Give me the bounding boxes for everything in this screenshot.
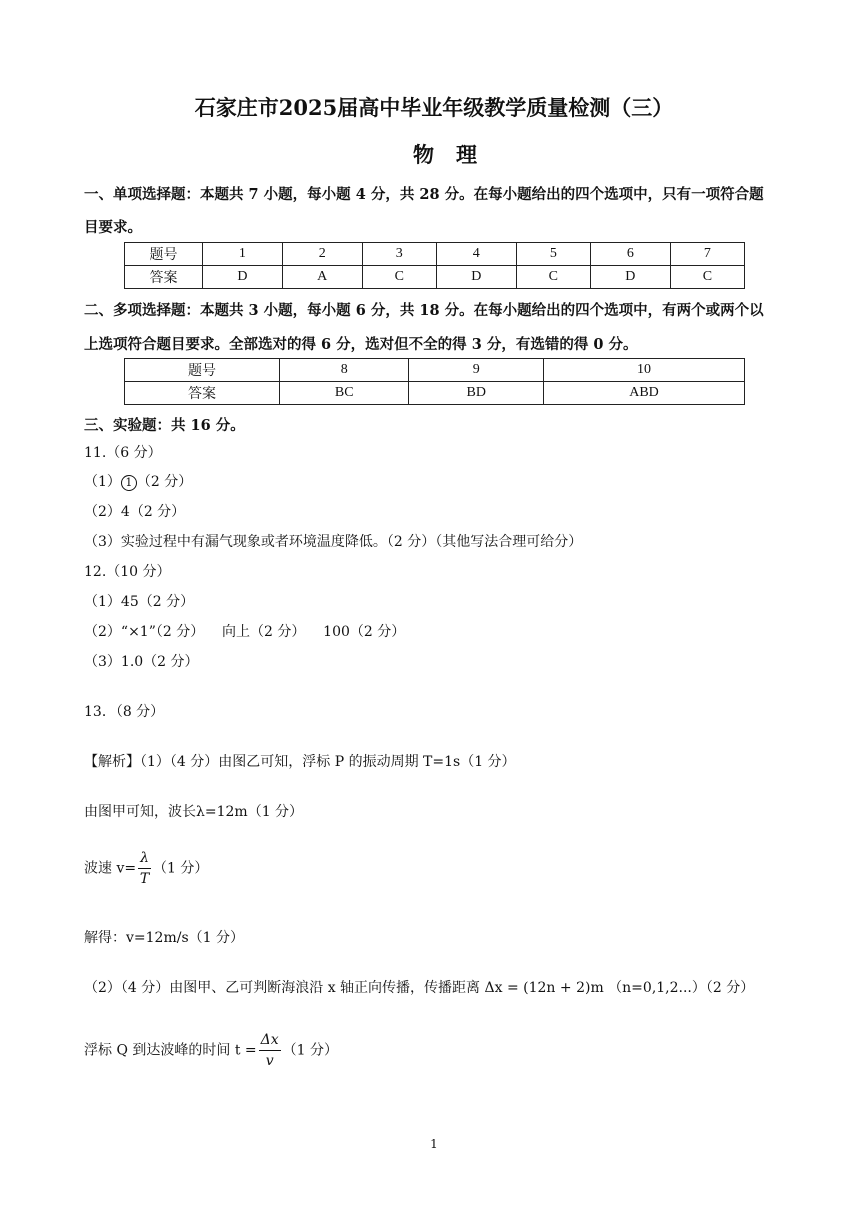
section2-heading-line1: 二、多项选择题：本题共 3 小题，每小题 6 分，共 18 分。在每小题给出的四个选项中，有两个或两个以 [84,302,764,319]
section1-heading-line1: 一、单项选择题：本题共 7 小题，每小题 4 分，共 28 分。在每小题给出的四个选项中，只有一项符合题 [84,186,764,203]
answer-cell: D [590,266,670,289]
q11-part3: （3）实验过程中有漏气现象或者环境温度降低。（2 分）（其他写法合理可给分） [84,534,583,550]
question-number-cell: 3 [362,243,436,266]
single-choice-answer-table [124,242,745,289]
row-label-question: 题号 [125,243,203,266]
row-label-question: 题号 [125,359,280,382]
table-row [125,382,745,405]
fraction: $\frac{\Delta x}{v}$ [260,1032,279,1069]
row-label-answer: 答案 [125,266,203,289]
q11-part2: （2）4（2 分） [84,504,186,520]
question-number-cell: 2 [282,243,362,266]
q12-title: 12.（10 分） [84,564,171,580]
page-title: 石家庄市2025届高中毕业年级教学质量检测（三） [194,95,674,120]
answer-cell: BD [409,382,544,405]
q11-part1: （1） 1 （2 分） [84,474,193,490]
q11-title: 11.（6 分） [84,445,162,461]
question-number-cell: 9 [409,359,544,382]
page-number: 1 [430,1137,438,1151]
question-number-cell: 6 [590,243,670,266]
table-row [125,266,745,289]
table-row [125,359,745,382]
circled-number: 1 [121,475,137,491]
question-number-cell: 8 [280,359,409,382]
q13-line5: （2）（4 分）由图甲、乙可判断海浪沿 x 轴正向传播，传播距离 Δx = (12n + 2)m （n=0,1,2...）（2 分） [84,980,755,996]
section1-heading-line2: 目要求。 [84,219,142,236]
q13-line6: 浮标 Q 到达波峰的时间 t = $\frac{\Delta x}{v}$ （1 分） [84,1032,339,1069]
answer-cell: C [362,266,436,289]
question-number-cell: 1 [203,243,283,266]
q12-part1: （1）45（2 分） [84,594,195,610]
answer-cell: C [516,266,590,289]
q13-line2: 由图甲可知，波长λ=12m（1 分） [84,804,304,820]
table-row [125,243,745,266]
q13-line3: 波速 v= $\frac{\lambda}{T}$ （1 分） [84,850,209,887]
answer-cell: C [670,266,744,289]
multi-choice-answer-table [124,358,745,405]
q13-title: 13．（8 分） [84,704,165,720]
section3-heading: 三、实验题：共 16 分。 [84,417,245,434]
row-label-answer: 答案 [125,382,280,405]
question-number-cell: 7 [670,243,744,266]
question-number-cell: 4 [436,243,516,266]
answer-cell: D [203,266,283,289]
q13-line4: 解得：v=12m/s（1 分） [84,930,244,946]
section2-heading-line2: 上选项符合题目要求。全部选对的得 6 分，选对但不全的得 3 分，有选错的得 0 分。 [84,336,638,353]
answer-cell: A [282,266,362,289]
fraction: $\frac{\lambda}{T}$ [139,850,150,887]
q12-part3: （3）1.0（2 分） [84,654,199,670]
subject-heading: 物理 [413,142,499,167]
question-number-cell: 5 [516,243,590,266]
answer-cell: D [436,266,516,289]
q12-part2: （2）“×1”（2 分） 向上（2 分） 100（2 分） [84,624,406,640]
answer-cell: BC [280,382,409,405]
answer-cell: ABD [543,382,744,405]
question-number-cell: 10 [543,359,744,382]
q13-line1: 【解析】（1）（4 分）由图乙可知，浮标 P 的振动周期 T=1s（1 分） [84,754,516,770]
